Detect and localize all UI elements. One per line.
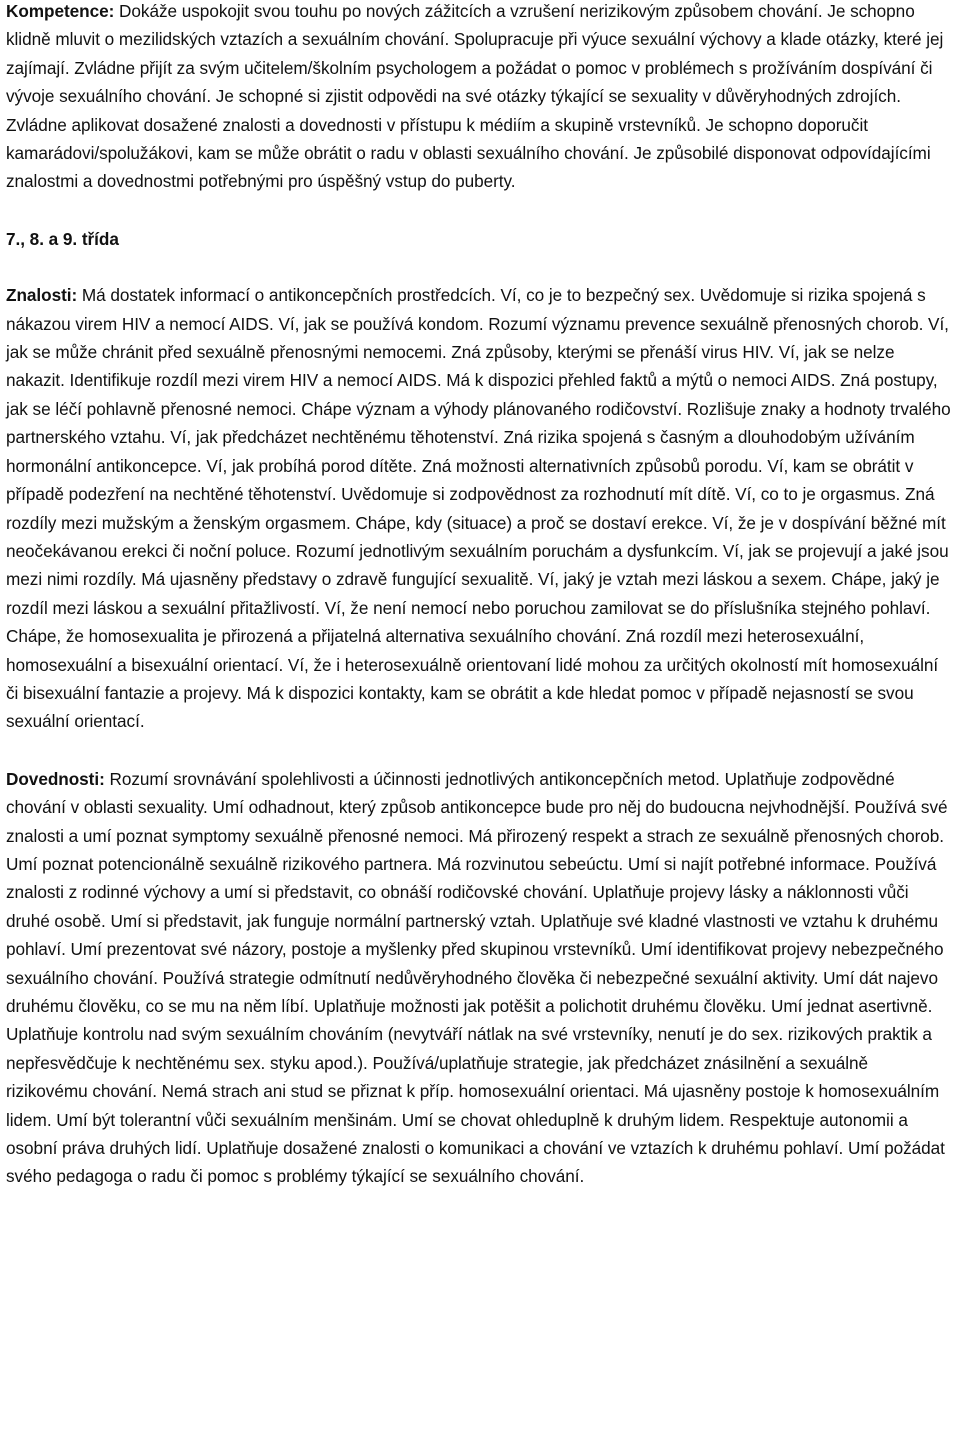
znalosti-text: Má dostatek informací o antikoncepčních prostředcích. Ví, co je to bezpečný sex. Uvědomuje si rizika spojená s nákazou virem HIV a nemocí AIDS. Ví, jak se používá kondom. Rozumí významu prevence sexuálně přenosných chorob. Ví, jak se může chránit před sexuálně přenosnými nemocemi. Zná způsoby, kterými se přenáší virus HIV. Ví, jak se nelze nakazit. Identifikuje rozdíl mezi virem HIV a nemocí AIDS. Má k dispozici přehled faktů a mýtů o nemoci AIDS. Zná postupy, jak se léčí pohlavně přenosné nemoci. Chápe význam a výhody plánovaného rodičovství. Rozlišuje znaky a hodnoty trvalého partnerského vztahu. Ví, jak předcházet nechtěnému těhotenství. Zná rizika spojená s časným a dlouhodobým užíváním hormonální antikoncepce. Ví, jak probíhá porod dítěte. Zná možnosti alternativních způsobů porodu. Ví, kam se obrátit v případě podezření na nechtěné těhotenství. Uvědomuje si zodpovědnost za rozhodnutí mít dítě. Ví, co to je orgasmus. Zná rozdíly mezi mužským a ženským orgasmem. Chápe, kdy (situace) a proč se dostaví erekce. Ví, že je v dospívání běžné mít neočekávanou erekci či noční poluce. Rozumí jednotlivým sexuálním poruchám a dysfunkcím. Ví, jak se projevují a jaké jsou mezi nimi rozdíly. Má ujasněny představy o zdravě fungující sexualitě. Ví, jaký je vztah mezi láskou a sexem. Chápe, jaký je rozdíl mezi láskou a sexuální přitažlivostí. Ví, že není nemocí nebo poruchou zamilovat se do příslušníka stejného pohlaví. Chápe, že homosexualita je přirozená a přijatelná alternativa sexuálního chování. Zná rozdíl mezi heterosexuální, homosexuální a bisexuální orientací. Ví, že i heterosexuálně orientovaní lidé mohou za určitých okolností mít homosexuální či bisexuální fantazie a projevy. Má k dispozici kontakty, kam se obrátit a kde hledat pomoc v případě nejasností se svou sexuální orientací. [6,285,951,732]
kompetence-paragraph [6,0,954,196]
dovednosti-label: Dovednosti: [6,768,105,789]
kompetence-text: Dokáže uspokojit svou touhu po nových zážitcích a vzrušení nerizikovým způsobem chování. Je schopno klidně mluvit o mezilidských vztazích a sexuálním chování. Spolupracuje při výuce sexuální výchovy a klade otázky, které jej zajímají. Zvládne přijít za svým učitelem/školním psychologem a požádat o pomoc v problémech s prožíváním dospívání či vývoje sexuálního chování. Je schopné si zjistit odpovědi na své otázky týkající se sexuality v důvěryhodných zdrojích. Zvládne aplikovat dosažené znalosti a dovednosti v přístupu k médiím a skupině vrstevníků. Je schopno doporučit kamarádovi/spolužákovi, kam se může obrátit o radu v oblasti sexuálního chování. Je způsobilé disponovat odpovídajícími znalostmi a dovednostmi potřebnými pro úspěšný vstup do puberty. [6,1,944,192]
dovednosti-text: Rozumí srovnávání spolehlivosti a účinnosti jednotlivých antikoncepčních metod. Uplatňuje zodpovědné chování v oblasti sexuality. Umí odhadnout, který způsob antikoncepce bude pro něj do budoucna nejvhodnější. Používá své znalosti a umí poznat symptomy sexuálně přenosné nemoci. Má přirozený respekt a strach ze sexuálně přenosných chorob. Umí poznat potencionálně sexuálně rizikového partnera. Má rozvinutou sebeúctu. Umí si najít potřebné informace. Používá znalosti z rodinné výchovy a umí si představit, co obnáší rodičovské chování. Uplatňuje projevy lásky a náklonnosti vůči druhé osobě. Umí si představit, jak funguje normální partnerský vztah. Uplatňuje své kladné vlastnosti ve vztahu k druhému pohlaví. Umí prezentovat své názory, postoje a myšlenky před skupinou vrstevníků. Umí identifikovat projevy nebezpečného sexuálního chování. Používá strategie odmítnutí nedůvěryhodného člověka či nebezpečné sexuální aktivity. Umí dát najevo druhému člověku, co se mu na něm líbí. Uplatňuje možnosti jak potěšit a polichotit druhému člověku. Umí jednat asertivně. Uplatňuje kontrolu nad svým sexuálním chováním (nevytváří nátlak na své vrstevníky, nenutí je do sex. rizikových praktik a nepřesvědčuje k nechtěnému sex. styku apod.). Používá/uplatňuje strategie, jak předcházet znásilnění a sexuálně rizikovému chování. Nemá strach ani stud se přiznat k příp. homosexuální orientaci. Má ujasněny postoje k homosexuálním lidem. Umí být tolerantní vůči sexuálním menšinám. Umí se chovat ohleduplně k druhým lidem. Respektuje autonomii a osobní práva druhých lidí. Uplatňuje dosažené znalosti o komunikaci a chování ve vztazích k druhému pohlaví. Umí požádat svého pedagoga o radu či pomoc s problémy týkající se sexuálního chování. [6,768,948,1187]
znalosti-label: Znalosti: [6,285,78,306]
dovednosti-paragraph [6,765,954,1191]
znalosti-paragraph [6,281,954,736]
kompetence-label: Kompetence: [6,1,115,21]
grade-heading: 7., 8. a 9. třída [6,228,119,249]
